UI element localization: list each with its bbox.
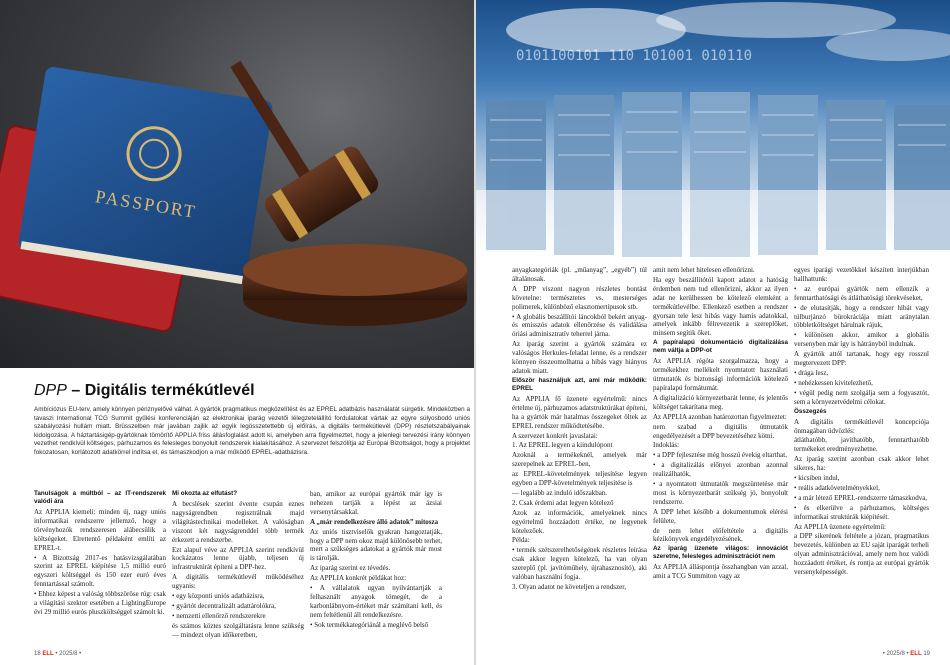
paragraph: Az iparág szerint azonban csak akkor lehet sikeres, ha:: [794, 455, 929, 473]
col-heading: A papíralapú dokumentáció digitalizálása nem váltja a DPP-ot: [653, 339, 788, 355]
right-column-3: [794, 266, 929, 578]
paragraph: nem szabad a digitális útmutatók engedélyezését a DPP bevezetéséhez kötni.: [653, 422, 788, 440]
magazine-mark: ELL: [910, 651, 922, 657]
paragraph: — legalább az induló időszakban.: [512, 488, 608, 497]
blue-passport: [18, 66, 274, 285]
paragraph: 1. Az EPREL legyen a kiindulópont: [512, 441, 613, 450]
col-heading: Mi okozta az elfutást?: [172, 490, 238, 497]
bullet: • reális adatkövetelményekkel,: [794, 483, 880, 492]
paragraph: A digitális termékútlevél működéséhez ugyanis:: [172, 573, 304, 591]
paragraph: A szervezet konkrét javaslatai:: [512, 431, 598, 440]
paragraph: Az APPLIA régóta szorgalmazza, hogy a termékekhez mellékelt nyomtatott használati útmutatók és biztonsági információk kötelező papíralapú formátumát.: [653, 357, 788, 392]
paragraph: A becslések szerint évente csupán eznes nagyságrendben regisztrálnak majd világítástechnikai modelleket. A valóságban viszont két nagyságrenddel több termék érkezett a rendszerbe.: [172, 500, 304, 544]
bullet: • termék szétszerelhetőségének részletes leírása csak akkor legyen kötelező, ha van olyan szereplő (pl. javítóműhely, újrahasznosító), aki valóban használni fogja.: [512, 546, 647, 582]
paragraph: A DPP viszont nagyon részletes bontást követelne: természtetes vs. mesterséges polimerek, különböző elasztomertípusok stb.: [512, 284, 647, 311]
paragraph: Az APPLIA kiemeli: minden új, nagy uniós informatikai rendszerre jellemző, hogy a törvényhozók rendszeresen alábecsülik a költségeket. Elrettentő példaként említi az EPREL-t.: [34, 508, 166, 552]
left-column-2: [172, 490, 304, 641]
bullet: • nemzetti ellenőrző rendszerekre: [172, 611, 266, 620]
right-folio: [883, 651, 930, 657]
bullet: • gyártót decentralizált adattárolókra,: [172, 601, 276, 610]
paragraph: A digitális termékútlevél koncepciója önmagában üdvözlés:: [794, 417, 929, 435]
bullet: • Sok termékkategóriánál a meglévő belső: [310, 620, 429, 629]
paragraph: • A Bizottság 2017-es hatásvizsgálatában szerint az EPREL kiépítése 1,5 millió euró egyszeri költséggel és 150 ezer euró éves fenntartással számolt.: [34, 553, 166, 589]
col-heading: Tanulságok a múltból – az IT-rendszerek valódi ára: [34, 490, 166, 505]
article-lead: Ambíciózus EU-terv, amely könnyen pénznyelővé válhat. A gyártók pragmatikus megközelítést és az EPREL adatbázis használatát sürgetik. Mindeközben a tavaszi International TCG Summit gyűlési konferenciáján az elektronikai iparág vezetői lélegzetelállító fordulatokat vártak az egyre súlyosbodó uniós szabályozási hullám miatt. Brüsszelben már javában zajlik az egyik legösszetettebb új előírás, a digitális termékútlevél (DPP) részletszabályainak kidolgozása. A háztartásigép-gyártóknak tömörítő APPLIA friss állásfoglalást adott ki, amelyben arra figyelmeztet, hogy a jelenlegi tervezési irány könnyen vezethet rendkívül költséges, párhuzamos és felesleges bonyolult rendszerek kialakításához. A szervezet felszólítja az Európai Bizottságot, hogy a projektet fokozatosan, korlátozott adatkörrel indítsa el, és támaszkodjon a már működő EPREL-adatbázisra.: [34, 406, 470, 456]
paragraph: de nem lehet előfeltétele a digitális kézikönyvek engedélyezésének.: [653, 526, 788, 544]
left-column-3: [310, 490, 442, 631]
paragraph: anyagkategóriák (pl. „műanyag”, „egyéb”) túl általánosak.: [512, 266, 647, 283]
paragraph: • Ehhez képest a valóság többszöröse rúg: csak a világítási szektor esetében a LightingEurope évi 29 millió eurós pluszköltséggel számolt ki.: [34, 590, 166, 616]
paragraph: Ha egy beszállítótól kapott adatot a hatóság érdemben nem tud ellenőrizni, akkor az ilyen adat ne kerülhessen be kötelező elemként a termékútlevélbe. Ellenkező esetben a rendszer gyorsan tele lesz hibás vagy hamis adatokkal, amelyek inkább félrevezetik a szereplőket, minsem segítik őket.: [653, 275, 788, 338]
right-column-2: [653, 266, 788, 582]
paragraph: Az APPLIA üzenete egyértelmű:: [794, 522, 886, 531]
title-rest: Digitális termékútlevél: [84, 382, 255, 399]
col-heading: A „már rendelkezésre álló adatok” mítosza: [310, 517, 439, 526]
col-heading: Az iparág üzenete világos: innovációt szeretne, felesleges adminisztrációt nem: [653, 545, 788, 561]
paragraph: Példa:: [512, 536, 530, 545]
bullet: • kicsiben indul,: [794, 474, 840, 483]
left-column-1: [34, 490, 166, 618]
issue: • 2025/8 •: [882, 651, 909, 657]
page-number: 18: [34, 651, 41, 657]
passport-gavel-illustration: [0, 0, 474, 368]
paragraph: amit nem lehet hitelesen ellenőrizni.: [653, 266, 755, 274]
paragraph: 3. Olyan adatot ne követeljen a rendszer,: [512, 583, 627, 591]
bullet: • a nyomtatott útmutatók megszüntetése már most is környezetbarát szükség jó, bonyolult rendszerre.: [653, 480, 788, 506]
paragraph: a DPP sikerének feltétele a józan, pragmatikus bevezetés, különben az EU saját iparágát terheli olyan adminisztrációval, amely nem hoz valódi hozzáadott értéket, és rontja az európai gyártók versenyképességét.: [794, 532, 929, 577]
paragraph: A DPP lehet később a dokumentumok elérési felülete,: [653, 507, 788, 525]
bullet: • nehézkessen kivitelezhető,: [794, 378, 873, 387]
bullet: • a digitalizálás előnyei azonban azonnal realizálhatók,: [653, 461, 788, 479]
right-column-1: [512, 266, 647, 593]
col-heading: Először használjuk azt, ami már működik: EPREL: [512, 376, 647, 392]
gavel-block: [243, 244, 467, 326]
passport-gavel-photo: [0, 0, 474, 368]
server-room-photo: [476, 0, 950, 260]
left-page: [0, 0, 474, 665]
passport-label: PASSPORT: [93, 186, 199, 222]
bullet: • és elkerülve a párhuzamos, költséges informatikai struktúrák kiépítését.: [794, 503, 929, 521]
magazine-mark: ELL: [42, 651, 54, 657]
paragraph: egyes iparági vezetőkkel készített interjúkban hallhattunk:: [794, 266, 929, 283]
right-page: [476, 0, 950, 665]
bullet: • drága lesz,: [794, 368, 829, 377]
server-room-illustration: [476, 0, 950, 260]
page-number: 19: [923, 651, 930, 657]
paragraph: és számos köztes szolgáltatásra lenne szükség — mindezt olyan időkeretben,: [172, 621, 304, 639]
bullet: • az európai gyártók nem ellenzik a fenntarthatósági és átláthatósági törekvéseket,: [794, 284, 929, 302]
bullet: • egy központi uniós adatbázisra,: [172, 592, 265, 601]
bullet: • a DPP fejlesztése még hosszú évekig eltarthat,: [653, 451, 787, 460]
paragraph: Ezt alapul véve az APPLIA szerint rendkívül kockázatos lenne újabb, teljesen új infrastruktúrát építeni a DPP-hez.: [172, 545, 304, 572]
binary-text: 0101100101 110 101001 010110: [516, 48, 753, 64]
paragraph: ban, amikor az európai gyártók már így is nehezen tartják a lépést az ázsiai versenytársakkal.: [310, 490, 442, 516]
paragraph: átláthatóbb, javíthatóbb, fenntarthatóbb termékeket eredményezhetne.: [794, 436, 929, 454]
paragraph: Az APPLIA álláspontja összhangban van azzal, amit a TCG Summiton vagy az: [653, 563, 788, 581]
paragraph: 2. Csak érdemi adat legyen kötelező: [512, 498, 614, 507]
paragraph: Indoklás:: [653, 441, 680, 450]
article-title: [34, 382, 255, 400]
bullet: • végül pedig nem szolgálja sem a fogyasztót, sem a környezetvédelmi célokat.: [794, 388, 929, 406]
paragraph: Az APPLIA azonban határozottan figyelmeztet:: [653, 412, 787, 421]
paragraph: • A globális beszállítói láncokból bekért anyag- és emisszós adatok ellenőrzése és validálása óriási adminisztratív teherrel járna.: [512, 312, 647, 339]
left-folio: [34, 651, 81, 657]
paragraph: az EPREL-követelmények teljesítése legyen egyben a DPP-követelmények teljesítése is: [512, 470, 647, 488]
paragraph: Az uniós tisztviselők gyakran hangoztatják, hogy a DPP nem okoz majd különösebb terhet, mert a szükséges adatokat a gyártók már most is tárolják.: [310, 527, 442, 563]
paragraph: A digitalizáció környezetbarát lenne, és jelentős költséget takarítana meg.: [653, 393, 788, 411]
title-dpp: DPP: [34, 382, 67, 399]
paragraph: Az APPLIA fő üzenete egyértelmű: nincs értelme új, párhuzamos adatstruktúrákat építeni, ha a gyártók már hatalmas összegeket öltek az EPREL rendszer működtetésébe.: [512, 394, 647, 430]
bullet: • de elutasítják, hogy a rendszer hibát vagy túlburjánzó bürokráciája miatt aránytalan többletköltséget hárulnak rájuk,: [794, 303, 929, 330]
paragraph: Azok az információk, amelyeknek nincs egyértelmű hozzáadott értéke, ne legyenek kötelezőek.: [512, 508, 647, 535]
bullet: • A vállalatok ugyan nyilvántartják a felhasznált anyagok tömegét, de a karbonlábnyom-értéket már számítani kell, és nem feltétlenül áll rendelkezésre.: [310, 584, 442, 619]
paragraph: Az APPLIA konkrét példákat hoz:: [310, 574, 407, 583]
bullet: • különösen akkor, amikor a globális versenyben már így is hátrányból indulnak.: [794, 331, 929, 349]
paragraph: A gyártók attól tartanak, hogy egy rosszul megtervezett DPP:: [794, 350, 929, 368]
col-heading: Összegzés: [794, 407, 827, 415]
paragraph: Azoknál a termékeknél, amelyek már szerepelnek az EPREL-ben,: [512, 451, 647, 469]
paragraph: Az iparág szerint ez tévedés.: [310, 564, 391, 573]
title-dash: –: [66, 382, 85, 399]
paragraph: Az iparág szerint a gyártók számára ez valóságos Herkules-feladat lenne, és a rendszer könnyen összeomolhatna a hibás vagy hiányos adatok miatt.: [512, 340, 647, 375]
bullet: • a már létező EPREL-rendszerre támaszkodva,: [794, 493, 928, 502]
issue: • 2025/8 •: [55, 651, 82, 657]
